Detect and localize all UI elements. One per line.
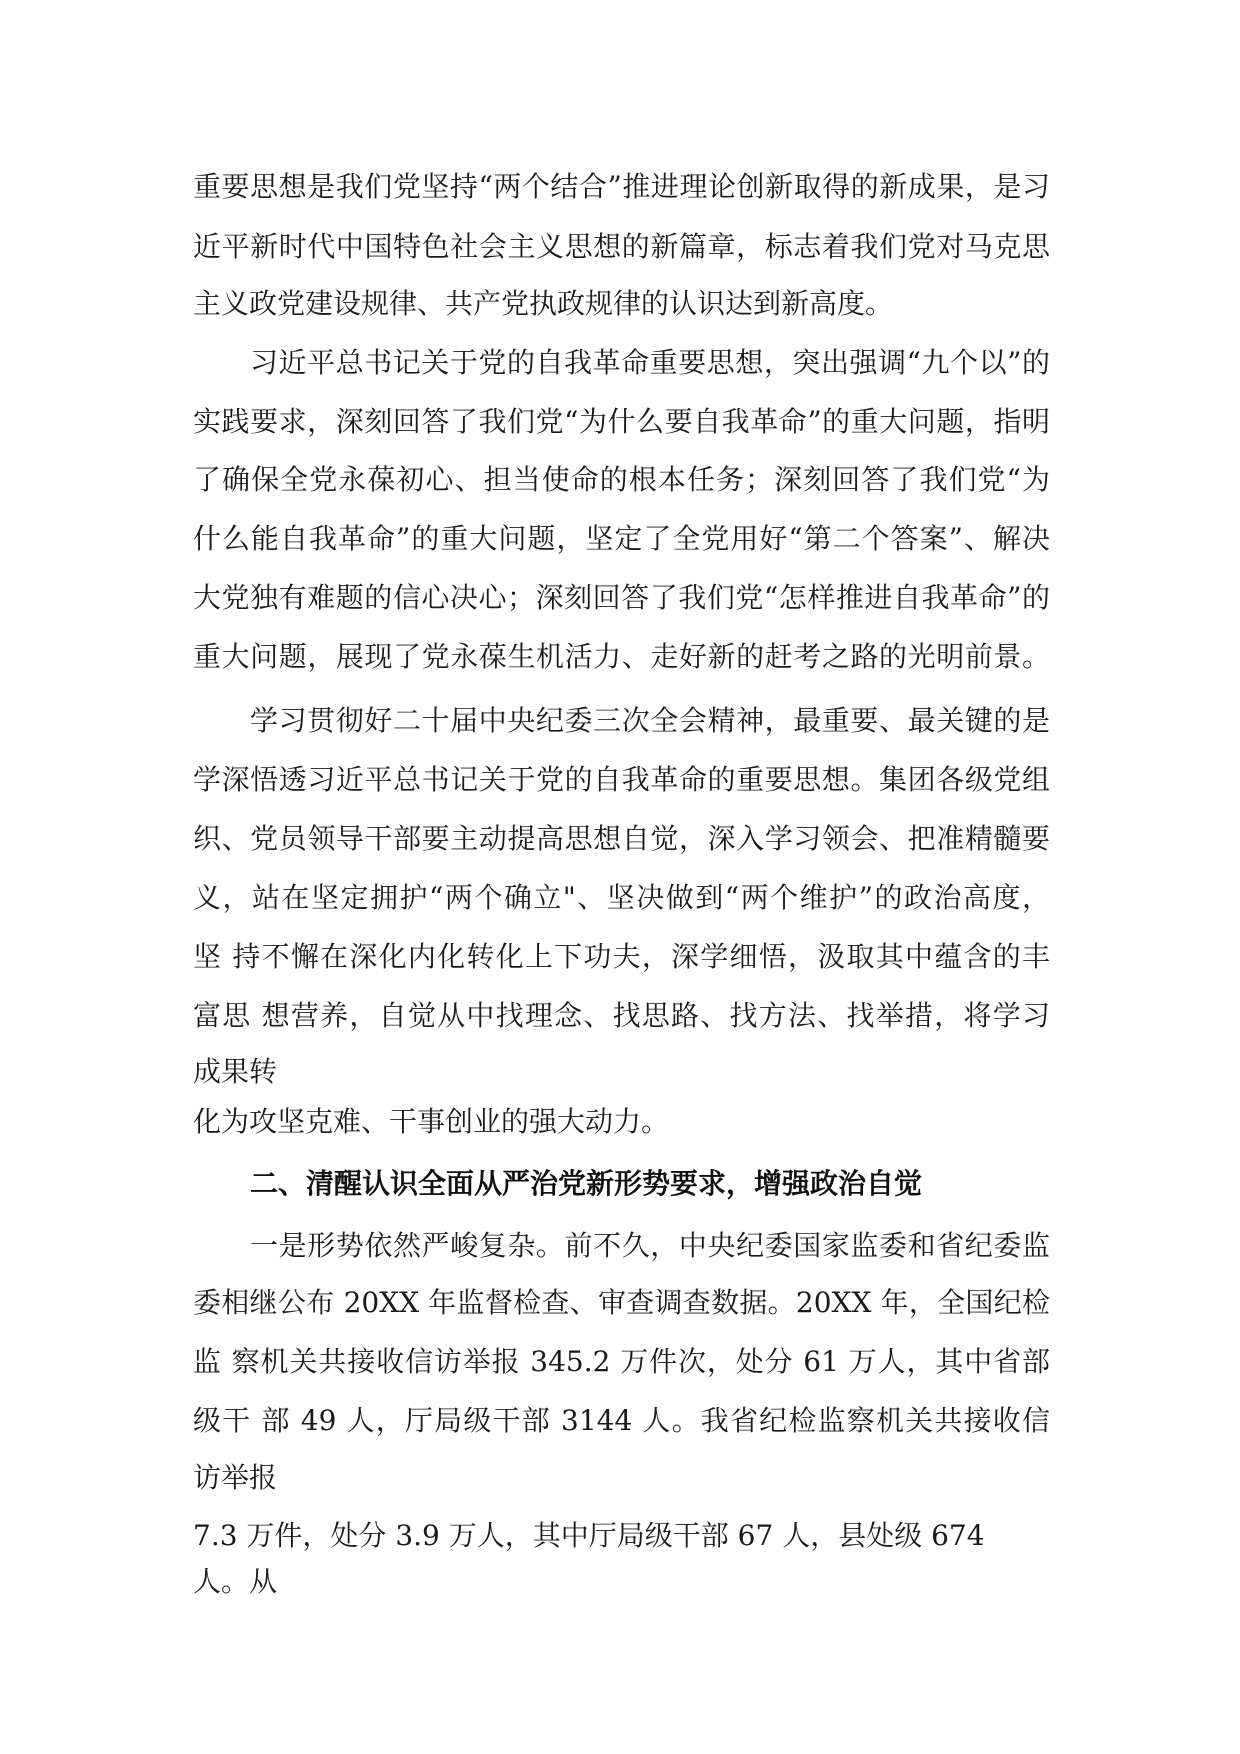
paragraph-2-line-3: 了确保全党永葆初心、担当使命的根本任务；深刻回答了我们党“为 bbox=[193, 463, 1050, 496]
section-heading: 二、清醒认识全面从严治党新形势要求，增强政治自觉 bbox=[250, 1167, 923, 1200]
paragraph-3-line-5: 坚 持不懈在深化内化转化上下功夫，深学细悟，汲取其中蕴含的丰 bbox=[193, 940, 1050, 973]
paragraph-4-line-4: 级干 部 49 人，厅局级干部 3144 人。我省纪检监察机关共接收信 bbox=[193, 1404, 1050, 1437]
paragraph-2-line-6: 重大问题，展现了党永葆生机活力、走好新的赶考之路的光明前景。 bbox=[193, 640, 1050, 673]
paragraph-4-line-7: 人。从 bbox=[193, 1565, 278, 1598]
paragraph-3-line-2: 学深悟透习近平总书记关于党的自我革命的重要思想。集团各级党组 bbox=[193, 763, 1050, 796]
paragraph-4-line-5: 访举报 bbox=[193, 1461, 278, 1494]
paragraph-2-line-1: 习近平总书记关于党的自我革命重要思想，突出强调“九个以”的 bbox=[250, 346, 1050, 379]
paragraph-3-line-7: 成果转 bbox=[193, 1055, 278, 1088]
paragraph-3-line-3: 织、党员领导干部要主动提高思想自觉，深入学习领会、把准精髓要 bbox=[193, 822, 1050, 855]
paragraph-4-line-3: 监 察机关共接收信访举报 345.2 万件次，处分 61 万人，其中省部 bbox=[193, 1345, 1050, 1378]
paragraph-1-line-1: 重要思想是我们党坚持“两个结合”推进理论创新取得的新成果，是习 bbox=[193, 170, 1050, 203]
paragraph-3-line-6: 富思 想营养，自觉从中找理念、找思路、找方法、找举措，将学习 bbox=[193, 999, 1050, 1032]
paragraph-4-line-2: 委相继公布 20XX 年监督检查、审查调查数据。20XX 年，全国纪检 bbox=[193, 1286, 1050, 1319]
paragraph-3-line-8: 化为攻坚克难、干事创业的强大动力。 bbox=[193, 1105, 670, 1138]
paragraph-2-line-2: 实践要求，深刻回答了我们党“为什么要自我革命”的重大问题，指明 bbox=[193, 405, 1050, 438]
paragraph-1-line-3: 主义政党建设规律、共产党执政规律的认识达到新高度。 bbox=[193, 287, 894, 320]
paragraph-2-line-4: 什么能自我革命”的重大问题，坚定了全党用好“第二个答案”、解决 bbox=[193, 522, 1050, 555]
paragraph-3-line-1: 学习贯彻好二十届中央纪委三次全会精神，最重要、最关键的是 bbox=[250, 704, 1050, 737]
paragraph-1-line-2: 近平新时代中国特色社会主义思想的新篇章，标志着我们党对马克思 bbox=[193, 230, 1050, 263]
paragraph-3-line-4: 义，站在坚定拥护“两个确立"、坚决做到“两个维护”的政治高度， bbox=[193, 881, 1050, 914]
paragraph-2-line-5: 大党独有难题的信心决心；深刻回答了我们党“怎样推进自我革命”的 bbox=[193, 581, 1050, 614]
paragraph-4-line-6: 7.3 万件，处分 3.9 万人，其中厅局级干部 67 人，县处级 674 bbox=[193, 1519, 985, 1552]
paragraph-4-line-1: 一是形势依然严峻复杂。前不久，中央纪委国家监委和省纪委监 bbox=[250, 1229, 1050, 1262]
